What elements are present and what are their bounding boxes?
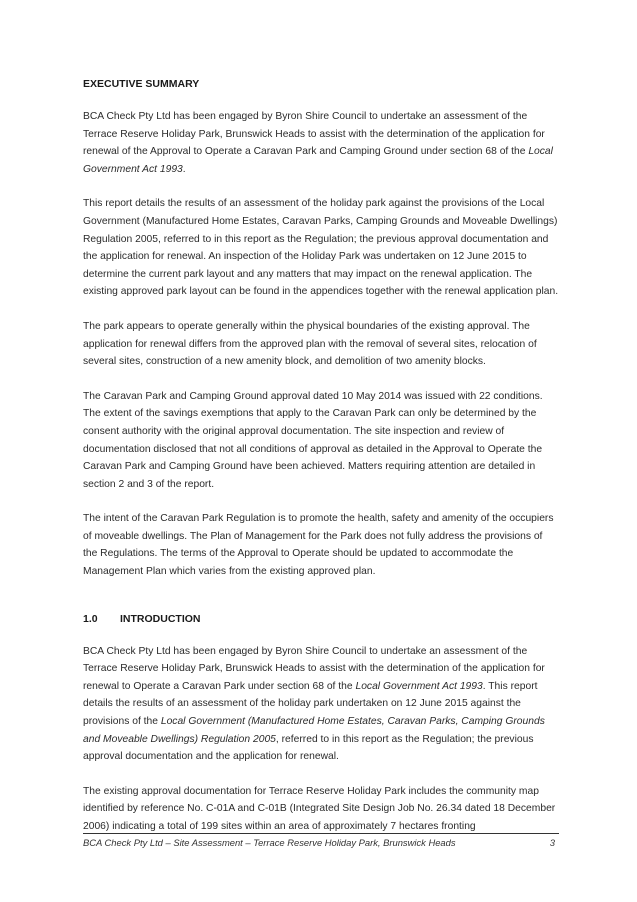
exec-p1-text-a: BCA Check Pty Ltd has been engaged by Byron Shire Council to undertake an assessment of the Terrace Reserve Holiday Park, Brunswick Heads to assist with the determination of the application for renewal of the Approval to Operate a Caravan Park and Camping Ground under section 68 of the <box>83 111 545 158</box>
section-title: INTRODUCTION <box>120 612 201 625</box>
exec-summary-paragraph-1 <box>83 108 559 178</box>
exec-summary-paragraph-4: The Caravan Park and Camping Ground approval dated 10 May 2014 was issued with 22 conditions. The extent of the savings exemptions that apply to the Caravan Park can only be determined by the consent authority with the original approval documentation. The site inspection and review of documentation disclosed that not all conditions of approval as detailed in the Approval to Operate the Caravan Park and Camping Ground have been achieved. Matters requiring attention are detailed in section 2 and 3 of the report. <box>83 390 543 490</box>
intro-p1-text-c: , referred to in this report as the Regulation; the previous approval documentation and the application for renewal. <box>83 733 534 763</box>
exec-summary-paragraph-5: The intent of the Caravan Park Regulation is to promote the health, safety and amenity of the occupiers of moveable dwellings. The Plan of Management for the Park does not fully address the provisions of the Regulations. The terms of the Approval to Operate should be updated to accommodate the Management Plan which varies from the existing approved plan. <box>83 513 554 578</box>
exec-summary-paragraph-2: This report details the results of an assessment of the holiday park against the provisions of the Local Government (Manufactured Home Estates, Caravan Parks, Camping Grounds and Moveable Dwellings) Regulation 2005, referred to in this report as the Regulation; the previous approval documentation and the application for renewal. An inspection of the Holiday Park was undertaken on 12 June 2015 to determine the current park layout and any matters that may impact on the renewal application. The existing approved park layout can be found in the appendices together with the renewal application plan. <box>83 198 559 298</box>
footer-text: BCA Check Pty Ltd – Site Assessment – Terrace Reserve Holiday Park, Brunswick Heads <box>83 837 456 848</box>
page-number: 3 <box>549 837 555 848</box>
footer-divider <box>83 833 559 834</box>
executive-summary-heading: EXECUTIVE SUMMARY <box>83 78 200 90</box>
exec-p1-act-title: Local Government Act 1993 <box>83 146 553 175</box>
introduction-paragraph-1 <box>83 643 559 766</box>
intro-p1-regulation-title: Local Government (Manufactured Home Estates, Caravan Parks, Camping Grounds and Moveable Dwellings) Regulation 2005 <box>83 716 545 745</box>
intro-p1-text-b: . This report details the results of an assessment of the holiday park undertaken on 12 June 2015 against the provisions of the <box>83 680 538 728</box>
exec-summary-paragraph-3: The park appears to operate generally within the physical boundaries of the existing approval. The application for renewal differs from the approved plan with the removal of several sites, relocation of several sites, construction of a new amenity block, and demolition of two amenity blocks. <box>83 320 537 368</box>
introduction-paragraph-2: The existing approval documentation for Terrace Reserve Holiday Park includes the community map identified by reference No. C-01A and C-01B (Integrated Site Design Job No. 26.34 dated 18 December 2006) indicating a total of 199 sites within an area of approximately 7 hectares fronting <box>83 785 556 832</box>
section-number: 1.0 <box>83 612 98 625</box>
page-content <box>83 76 559 836</box>
intro-p1-text-a: BCA Check Pty Ltd has been engaged by Byron Shire Council to undertake an assessment of the Terrace Reserve Holiday Park, Brunswick Heads to assist with the determination of the application for renewal to Operate a Caravan Park under section 68 of the <box>83 645 545 692</box>
introduction-heading <box>83 611 559 628</box>
page-footer <box>83 837 559 848</box>
exec-p1-text-b: . <box>182 163 186 175</box>
intro-p1-act-title: Local Government Act 1993 <box>355 680 483 692</box>
